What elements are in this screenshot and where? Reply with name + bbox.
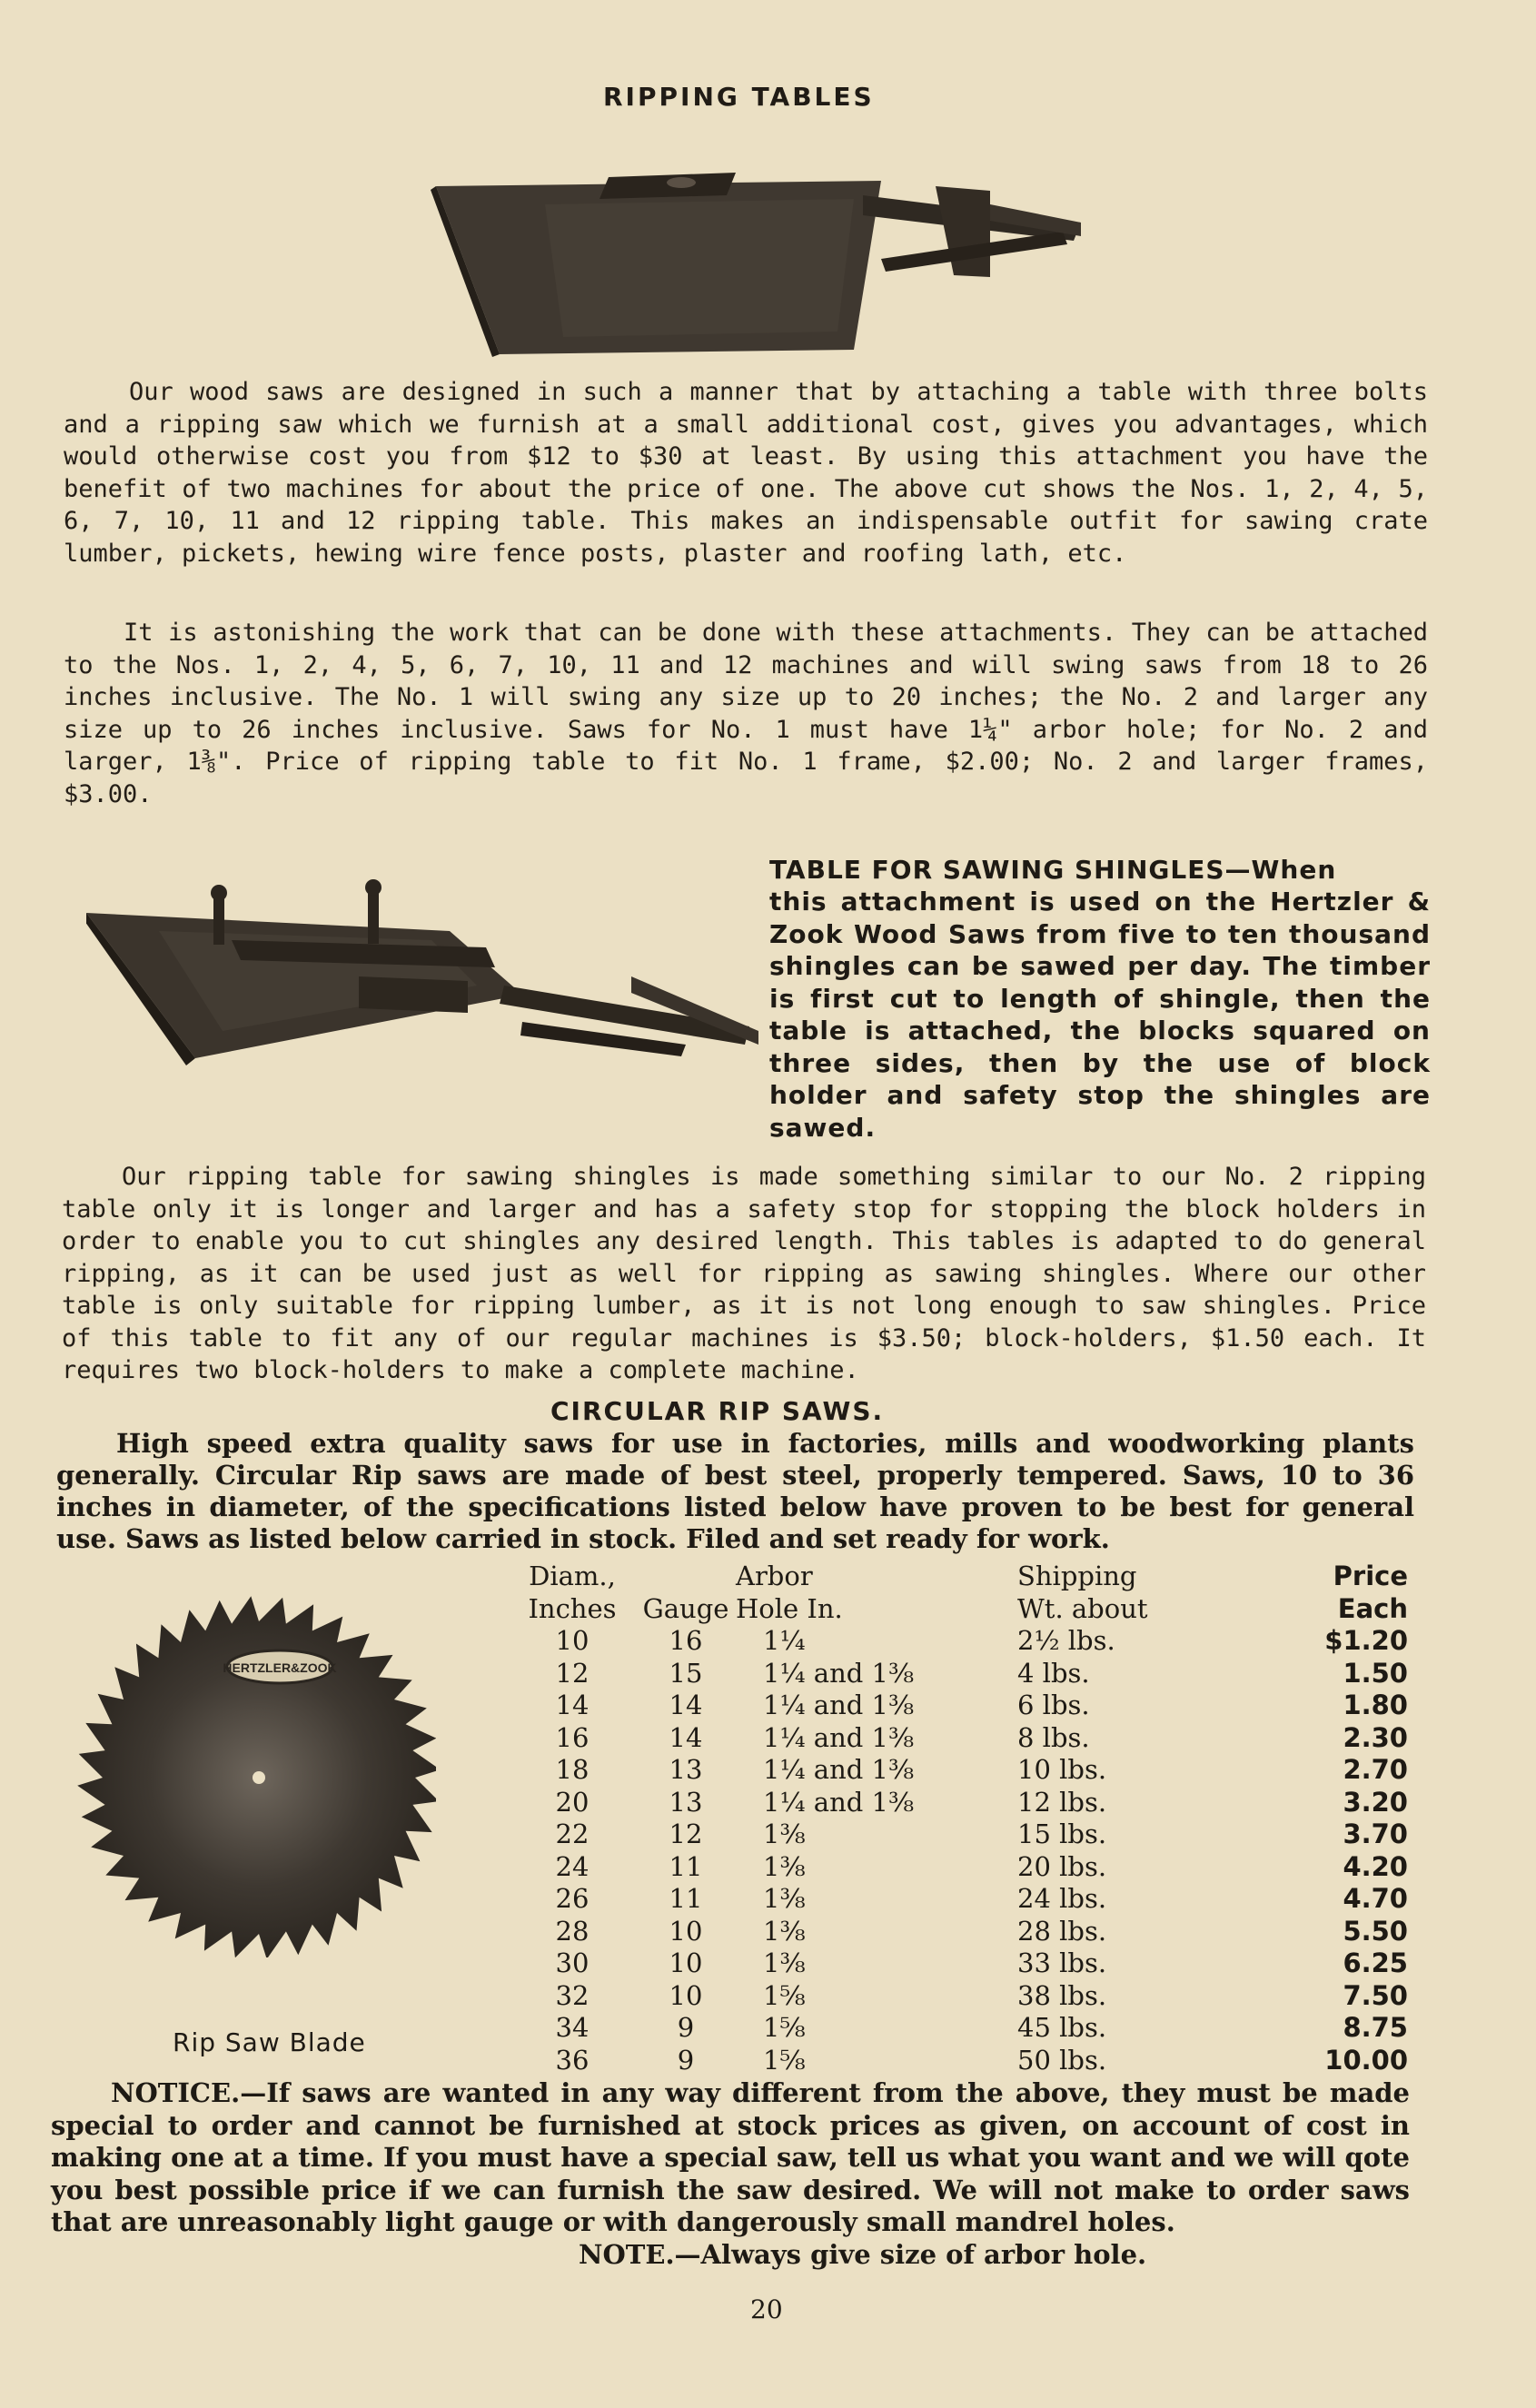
cell-ship: 6 lbs. — [1017, 1690, 1090, 1720]
page-number: 20 — [750, 2294, 783, 2324]
blade-brand-stamp: HERTZLER&ZOOK — [223, 1660, 337, 1675]
cell-diam: 26 — [555, 1883, 590, 1914]
arbor-note: NOTE.—Always give size of arbor hole. — [579, 2239, 1147, 2270]
ripping-table-illustration — [427, 168, 1081, 359]
cell-ship: 2½ lbs. — [1017, 1625, 1115, 1656]
cell-ship: 10 lbs. — [1017, 1754, 1107, 1785]
table-row — [509, 1690, 1408, 1722]
table-row — [509, 1722, 1408, 1755]
cell-gauge: 11 — [669, 1850, 703, 1882]
cell-price: 8.75 — [1343, 2012, 1408, 2043]
cell-diam: 16 — [555, 1721, 590, 1753]
cell-diam: 18 — [555, 1754, 590, 1785]
cell-diam: 36 — [555, 2044, 590, 2076]
cell-price: 4.20 — [1343, 1850, 1408, 1882]
ripping-paragraph-2: It is astonishing the work that can be done with these attachments. They can be attached to the Nos. 1, 2, 4, 5, 6, 7, 10, 11 and 12 machines and will swing saws from 18 to 26 inches inclusive. The No. 1 will swing any size up to 20 inches; the No. 2 and larger any size up to 26 inches inclusive. Saws for No. 1 must have 1¼" arbor hole; for No. 2 and larger, 1⅜". Price of ripping table to fit No. 1 frame, $2.00; No. 2 and larger frames, $3.00. — [64, 619, 1428, 808]
cell-arbor: 1¼ and 1⅜ — [763, 1690, 915, 1720]
ripping-paragraph-1: Our wood saws are designed in such a manner that by attaching a table with three bolts and a ripping saw which we furnish at a small additional cost, gives you advantages, which would otherwise cost you from $12 to $30 at least. By using this attachment you have the benefit of two machines for about the price of one. The above cut shows the Nos. 1, 2, 4, 5, 6, 7, 10, 11 and 12 ripping table. This makes an indispensable outfit for sawing crate lumber, pickets, hewing wire fence posts, plaster and roofing lath, etc. — [64, 378, 1428, 568]
cell-gauge: 15 — [669, 1657, 703, 1689]
table-row — [509, 2045, 1408, 2077]
cell-diam: 32 — [555, 1979, 590, 2011]
rip-saw-blade-image — [55, 1576, 436, 1957]
cell-diam: 14 — [555, 1690, 590, 1720]
table-row — [509, 1818, 1408, 1851]
cell-arbor: 1⅜ — [763, 1818, 806, 1849]
header-each: Each — [1337, 1592, 1408, 1624]
cell-diam: 28 — [555, 1915, 590, 1947]
ripping-tables-heading: RIPPING TABLES — [603, 82, 875, 112]
cell-price: 3.20 — [1343, 1786, 1408, 1818]
cell-ship: 4 lbs. — [1017, 1657, 1090, 1689]
cell-price: 1.50 — [1343, 1657, 1408, 1689]
table-row — [509, 1947, 1408, 1980]
header-price: Price — [1333, 1561, 1408, 1591]
cell-price: 7.50 — [1343, 1979, 1408, 2011]
cell-gauge: 9 — [677, 2044, 695, 2076]
cell-gauge: 9 — [677, 2012, 695, 2043]
cell-price: 2.70 — [1343, 1754, 1408, 1785]
cell-arbor: 1¼ and 1⅜ — [763, 1657, 915, 1689]
table-header-row-2 — [509, 1593, 1408, 1626]
cell-ship: 28 lbs. — [1017, 1915, 1107, 1947]
cell-diam: 22 — [555, 1818, 590, 1849]
rip-saw-blade-caption: Rip Saw Blade — [173, 2027, 366, 2057]
cell-diam: 20 — [555, 1786, 590, 1818]
cell-gauge: 16 — [669, 1625, 703, 1656]
cell-arbor: 1⅜ — [763, 1850, 806, 1882]
header-inches: Inches — [528, 1592, 617, 1624]
cell-diam: 30 — [555, 1947, 590, 1978]
cell-diam: 10 — [555, 1625, 590, 1656]
cell-gauge: 14 — [669, 1721, 703, 1753]
cell-price: 1.80 — [1343, 1690, 1408, 1720]
table-row — [509, 1658, 1408, 1690]
cell-ship: 24 lbs. — [1017, 1883, 1107, 1914]
cell-ship: 50 lbs. — [1017, 2044, 1107, 2076]
cell-gauge: 10 — [669, 1947, 703, 1978]
table-row — [509, 1883, 1408, 1916]
cell-price: 6.25 — [1343, 1947, 1408, 1978]
shingle-paragraph-2: Our ripping table for sawing shingles is made something similar to our No. 2 ripping table only it is longer and larger and has a safety stop for stopping the block holders in order to enable you to cut shingles any desired length. This tables is adapted to do general ripping, as it can be used just as well for ripping as sawing shingles. Where our other table is only suitable for ripping lumber, as it is not long enough to saw shingles. Price of this table to fit any of our regular machines is $3.50; block-holders, $1.50 each. It requires two block-holders to make a complete machine. — [62, 1163, 1426, 1384]
table-row — [509, 1980, 1408, 2013]
shingle-table-heading: TABLE FOR SAWING SHINGLES—When — [769, 855, 1337, 885]
table-row — [509, 1787, 1408, 1819]
cell-arbor: 1⅜ — [763, 1915, 806, 1947]
cell-ship: 33 lbs. — [1017, 1947, 1107, 1978]
header-gauge-empty — [636, 1561, 736, 1593]
circular-rip-saws-heading: CIRCULAR RIP SAWS. — [550, 1396, 885, 1426]
cell-arbor: 1¼ — [763, 1625, 806, 1656]
shingle-table-illustration — [86, 877, 758, 1067]
circular-intro-paragraph: High speed extra quality saws for use in factories, mills and woodworking plants generally. Circular Rip saws are made of best steel, properly tempered. Saws, 10 to 36 inches in diameter, of the specifications listed below have proven to be best for general use. Saws as listed below carried in stock. Filed and set ready for work. — [56, 1428, 1414, 1554]
cell-ship: 20 lbs. — [1017, 1850, 1107, 1882]
cell-price: $1.20 — [1324, 1625, 1408, 1656]
table-row — [509, 1754, 1408, 1787]
cell-ship: 38 lbs. — [1017, 1979, 1107, 2011]
cell-diam: 34 — [555, 2012, 590, 2043]
header-diam: Diam., — [529, 1561, 616, 1591]
cell-diam: 12 — [555, 1657, 590, 1689]
cell-gauge: 11 — [669, 1883, 703, 1914]
cell-arbor: 1⅝ — [763, 2044, 806, 2076]
cell-price: 2.30 — [1343, 1721, 1408, 1753]
cell-arbor: 1¼ and 1⅜ — [763, 1754, 915, 1785]
cell-gauge: 10 — [669, 1979, 703, 2011]
cell-ship: 45 lbs. — [1017, 2012, 1107, 2043]
cell-gauge: 14 — [669, 1690, 703, 1720]
cell-price: 5.50 — [1343, 1915, 1408, 1947]
cell-price: 4.70 — [1343, 1883, 1408, 1914]
table-header-row-1 — [509, 1561, 1408, 1593]
cell-arbor: 1⅝ — [763, 1979, 806, 2011]
table-row — [509, 1916, 1408, 1948]
cell-ship: 15 lbs. — [1017, 1818, 1107, 1849]
cell-arbor: 1⅜ — [763, 1883, 806, 1914]
cell-arbor: 1¼ and 1⅜ — [763, 1786, 915, 1818]
header-shipping: Shipping — [1017, 1561, 1137, 1591]
notice-paragraph: NOTICE.—If saws are wanted in any way different from the above, they must be made special to order and cannot be furnished at stock prices as given, on account of cost in making one at a time. If you must have a special saw, tell us what you want and we will qote you best possible price if we can furnish the saw desired. We will not make to order saws that are unreasonably light gauge or with dangerously small mandrel holes. — [51, 2077, 1410, 2237]
header-weight: Wt. about — [1017, 1592, 1148, 1624]
cell-price: 3.70 — [1343, 1818, 1408, 1849]
cell-ship: 12 lbs. — [1017, 1786, 1107, 1818]
cell-diam: 24 — [555, 1850, 590, 1882]
header-arbor: Arbor — [736, 1561, 813, 1591]
table-row — [509, 1851, 1408, 1884]
cell-gauge: 13 — [669, 1754, 703, 1785]
header-gauge: Gauge — [642, 1592, 729, 1624]
cell-gauge: 10 — [669, 1915, 703, 1947]
saw-specs-table — [509, 1561, 1408, 2076]
cell-price: 10.00 — [1324, 2044, 1408, 2076]
cell-arbor: 1⅜ — [763, 1947, 806, 1978]
cell-arbor: 1⅝ — [763, 2012, 806, 2043]
shingle-intro-paragraph: this attachment is used on the Hertzler & Zook Wood Saws from five to ten thousand shingles can be sawed per day. The timber is first cut to length of shingle, then the table is attached, the blocks squared on three sides, then by the use of block holder and safety stop the shingles are sawed. — [769, 887, 1431, 1143]
cell-arbor: 1¼ and 1⅜ — [763, 1721, 915, 1753]
header-hole: Hole In. — [736, 1592, 843, 1624]
cell-gauge: 12 — [669, 1818, 703, 1849]
table-row — [509, 1625, 1408, 1658]
table-row — [509, 2012, 1408, 2045]
cell-gauge: 13 — [669, 1786, 703, 1818]
cell-ship: 8 lbs. — [1017, 1721, 1090, 1753]
